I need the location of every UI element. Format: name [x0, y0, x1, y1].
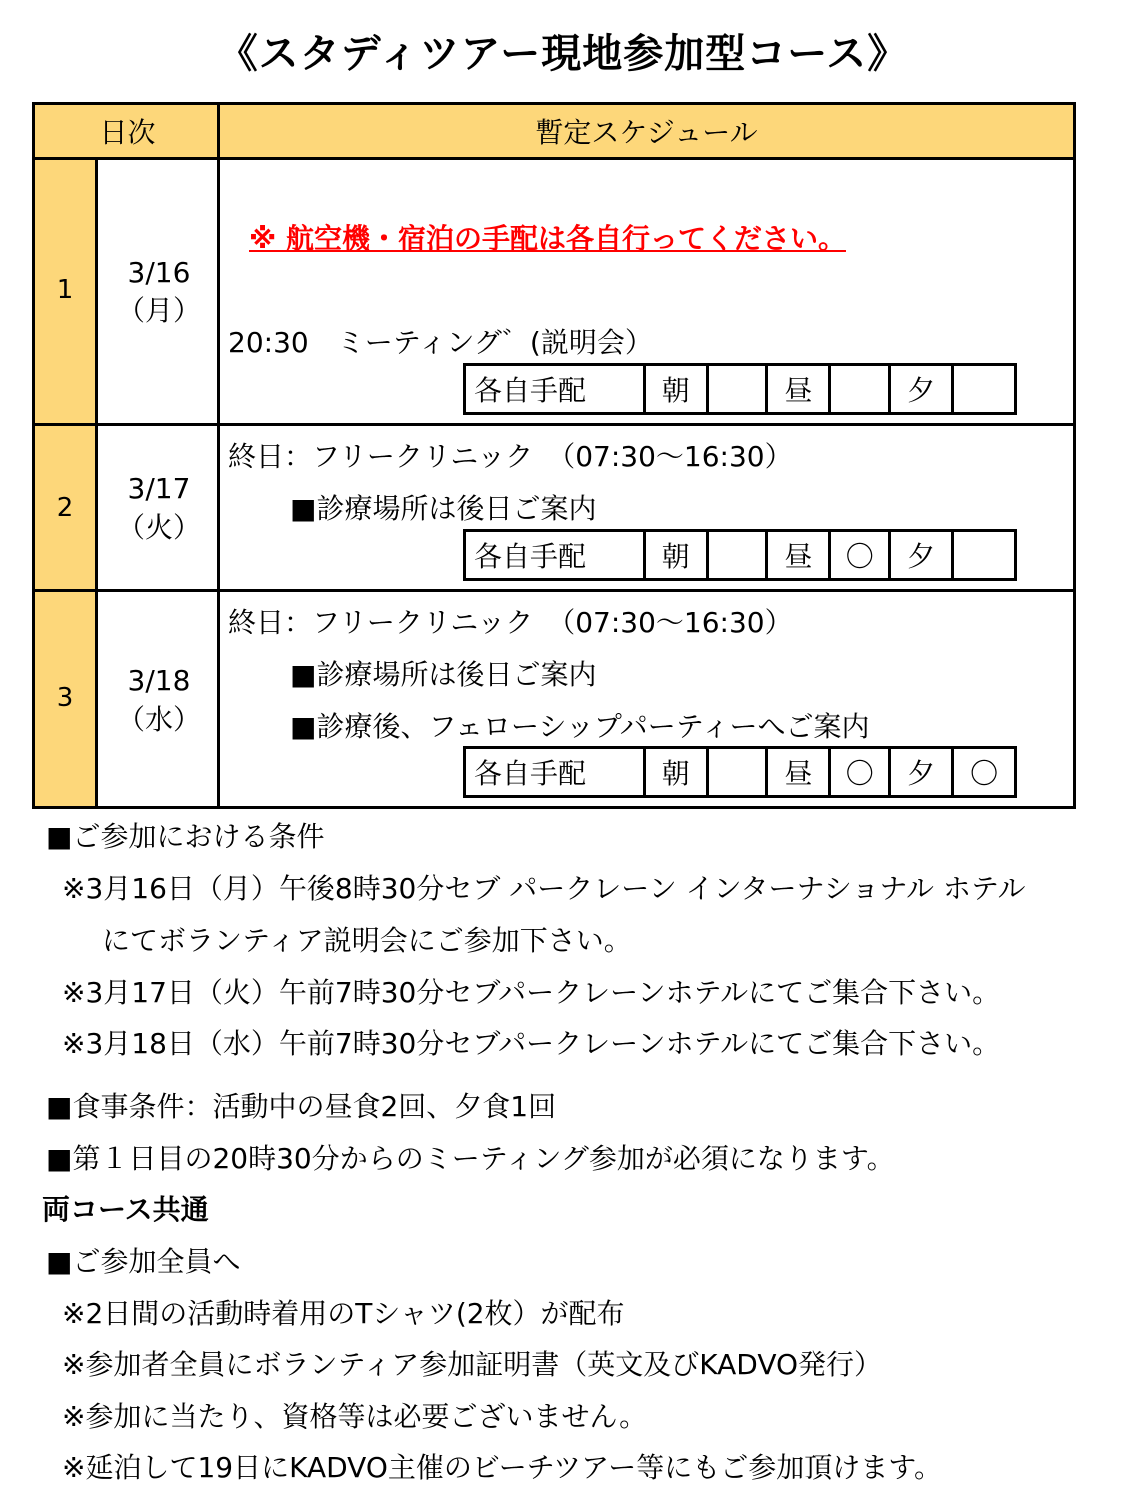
lunch-value: 〇 [831, 749, 891, 795]
meal-arrangement [463, 529, 1017, 581]
meal-label: 各自手配 [466, 749, 646, 795]
schedule-line: ■診療後、フェローシップパーティーへご案内 [290, 710, 870, 743]
day-date: 3/17 [127, 472, 191, 505]
schedule-line: 終日：フリークリニック （07:30〜16:30） [228, 606, 793, 639]
travel-warning [249, 217, 846, 257]
meal-arrangement [463, 746, 1017, 798]
lunch-label: 昼 [768, 749, 831, 795]
breakfast-label: 朝 [646, 749, 709, 795]
schedule-line: ■診療場所は後日ご案内 [290, 492, 597, 525]
dinner-value [954, 366, 1014, 412]
travel-warning-text: ※ 航空機・宿泊の手配は各自行ってください。 [249, 222, 846, 255]
lunch-label: 昼 [768, 532, 831, 578]
common-heading: 両コース共通 [42, 1193, 209, 1226]
schedule-line: ■診療場所は後日ご案内 [290, 658, 597, 691]
day-date: 3/18 [127, 664, 191, 697]
schedule-line: 終日：フリークリニック （07:30〜16:30） [228, 440, 793, 473]
condition-item: にてボランティア説明会にご参加下さい。 [102, 924, 632, 957]
divider [35, 589, 1073, 592]
common-item: ※延泊して19日にKADVO主催のビーチツアー等にもご参加頂けます。 [62, 1451, 943, 1484]
page-title: 《スタディツアー現地参加型コース》 [217, 31, 909, 77]
condition-item: ※3月18日（水）午前7時30分セブパークレーンホテルにてご集合下さい。 [62, 1027, 1001, 1060]
common-item: ※参加に当たり、資格等は必要ございません。 [62, 1400, 648, 1433]
dinner-value [954, 532, 1014, 578]
breakfast-label: 朝 [646, 532, 709, 578]
breakfast-value [709, 532, 769, 578]
meal-conditions: ■食事条件：活動中の昼食2回、夕食1回 [46, 1090, 557, 1123]
day-weekday: （月） [116, 294, 201, 327]
common-item: ※参加者全員にボランティア参加証明書（英文及びKADVO発行） [62, 1348, 883, 1381]
day-weekday: （火） [116, 511, 201, 544]
meal-arrangement [463, 363, 1017, 415]
dinner-label: 夕 [891, 749, 954, 795]
dinner-label: 夕 [891, 366, 954, 412]
header-day-cell [35, 105, 220, 160]
meeting-note: ■第１日目の20時30分からのミーティング参加が必須になります。 [46, 1142, 895, 1175]
day-weekday: （水） [116, 703, 201, 736]
day-number: 1 [56, 275, 74, 305]
header-schedule-cell [220, 105, 1073, 160]
common-item: ※2日間の活動時着用のTシャツ(2枚）が配布 [62, 1297, 625, 1330]
breakfast-value [709, 749, 769, 795]
lunch-value: 〇 [831, 532, 891, 578]
conditions-heading: ■ご参加における条件 [46, 820, 325, 853]
schedule-table [32, 102, 1076, 809]
breakfast-value [709, 366, 769, 412]
breakfast-label: 朝 [646, 366, 709, 412]
condition-item: ※3月17日（火）午前7時30分セブパークレーンホテルにてご集合下さい。 [62, 976, 1001, 1009]
day-number: 3 [56, 683, 74, 713]
meal-label: 各自手配 [466, 532, 646, 578]
header-day-label: 日次 [99, 116, 156, 149]
common-subheading: ■ご参加全員へ [46, 1245, 241, 1278]
dinner-label: 夕 [891, 532, 954, 578]
schedule-line: 20:30 ミーティング゛(説明会） [228, 326, 653, 359]
dinner-value: 〇 [970, 757, 999, 790]
divider [35, 423, 1073, 426]
header-schedule-label: 暫定スケジュール [535, 116, 758, 149]
lunch-label: 昼 [768, 366, 831, 412]
day-number: 2 [56, 493, 74, 523]
meal-label: 各自手配 [466, 366, 646, 412]
lunch-value [831, 366, 891, 412]
condition-item: ※3月16日（月）午後8時30分セブ パークレーン インターナショナル ホテル [62, 872, 1026, 905]
day-date: 3/16 [127, 256, 191, 289]
